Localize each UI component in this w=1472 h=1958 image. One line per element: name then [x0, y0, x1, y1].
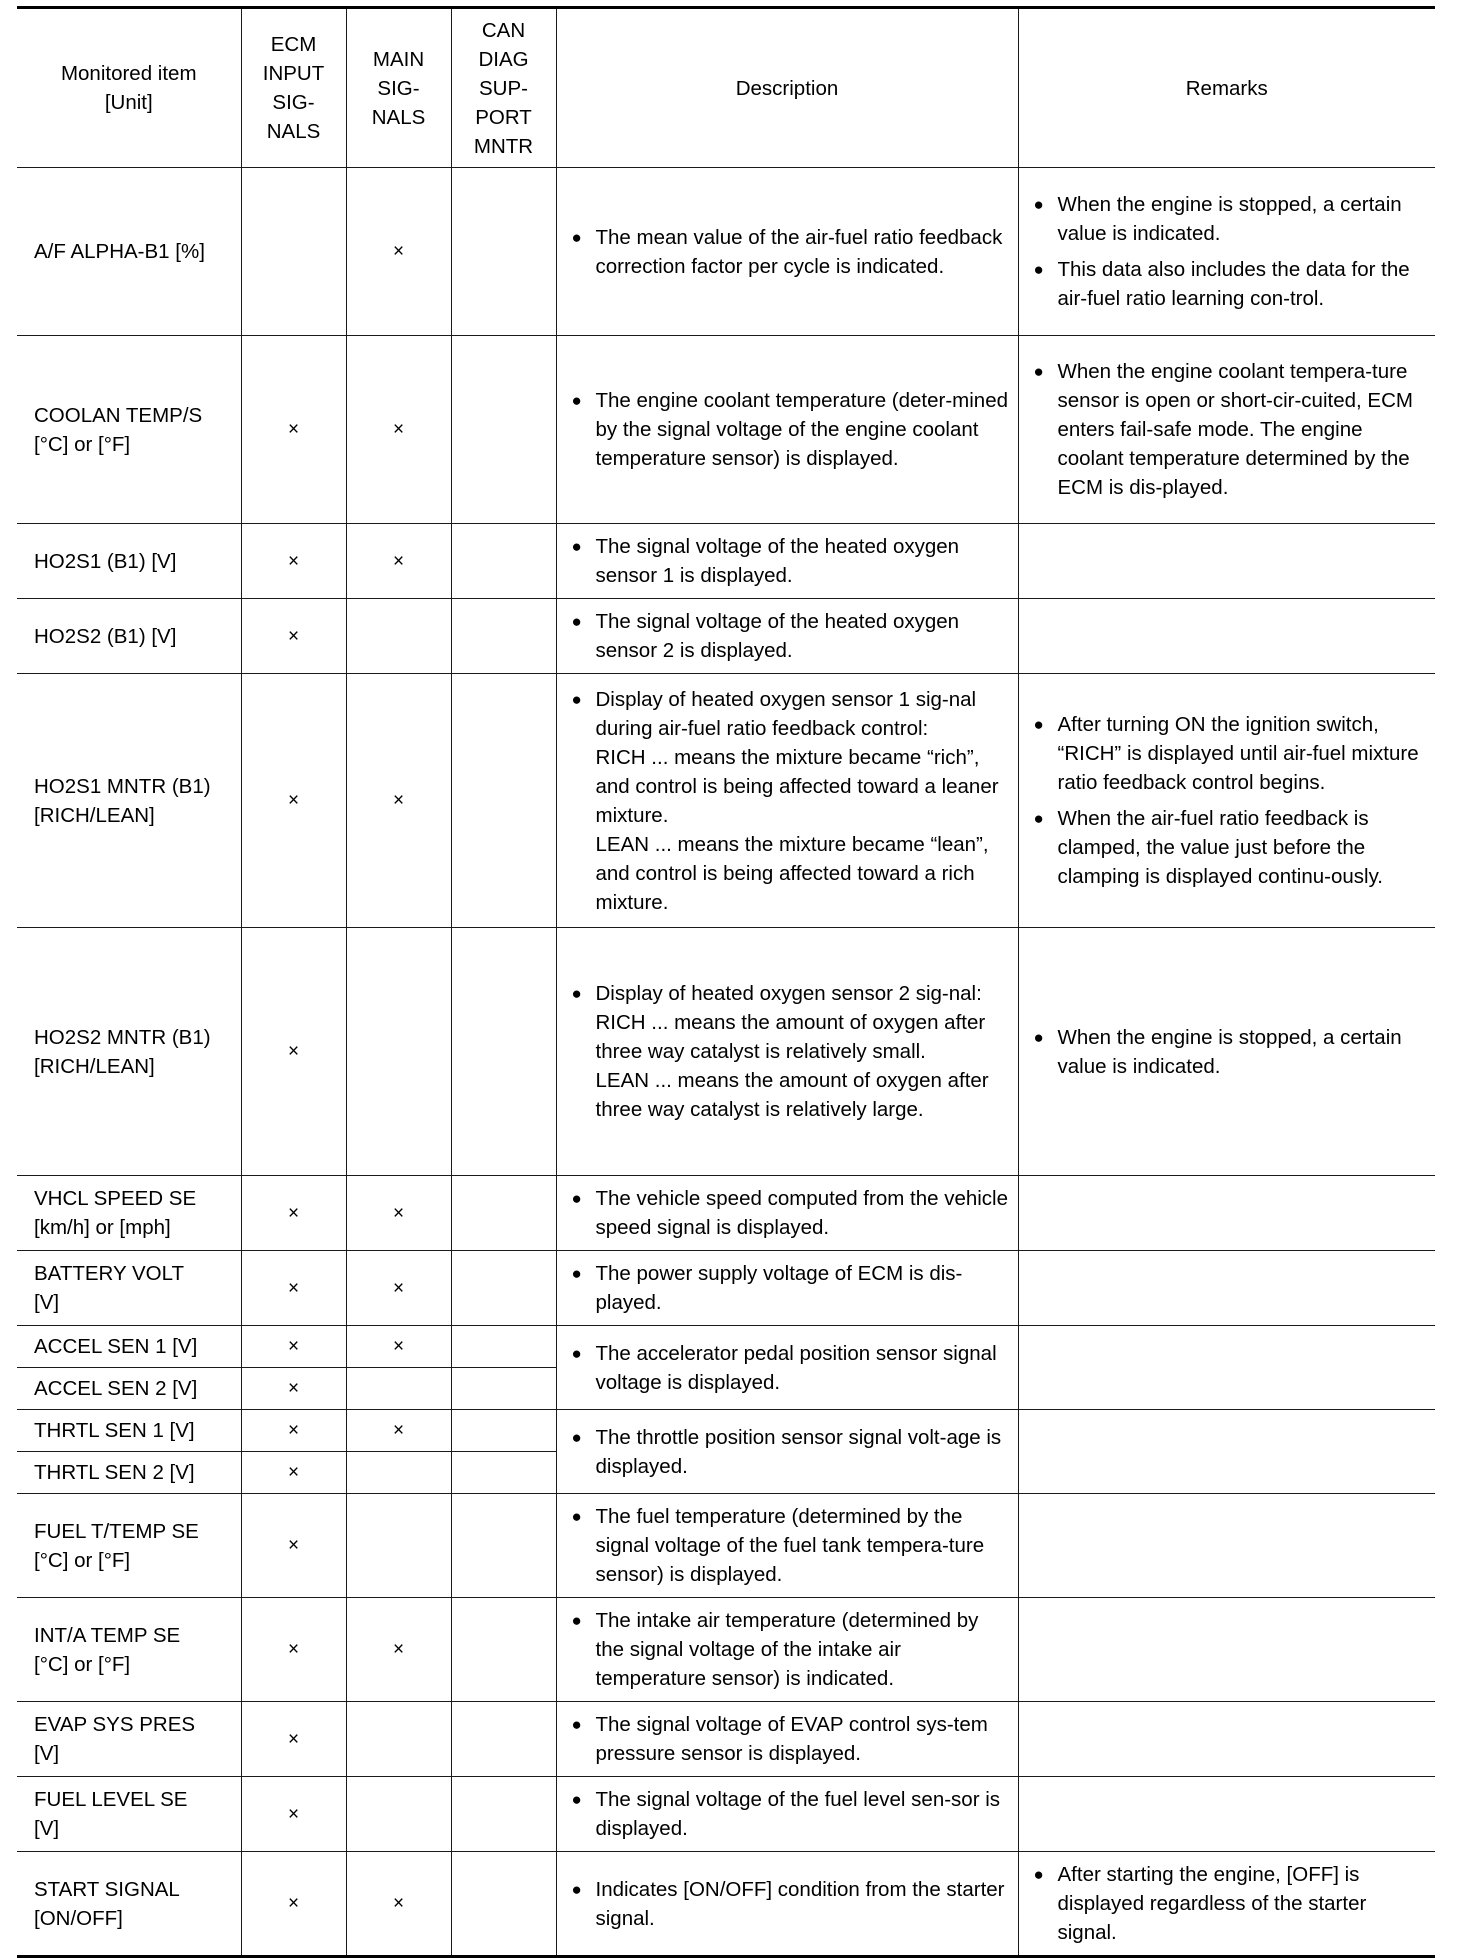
ecm-mark-cell: ×	[241, 1852, 346, 1957]
description-cell	[556, 1251, 1018, 1326]
can-mark-cell	[451, 1702, 556, 1777]
description-cell	[556, 1777, 1018, 1852]
monitored-item-cell	[17, 1598, 241, 1702]
monitored-item-cell	[17, 1326, 241, 1368]
monitored-item-cell	[17, 1368, 241, 1410]
main-mark-cell: ×	[346, 1176, 451, 1251]
monitored-item-cell	[17, 1410, 241, 1452]
bullet-dot-icon: ●	[1033, 362, 1044, 381]
ecm-mark-cell: ×	[241, 1410, 346, 1452]
header-can-line: CAN	[481, 18, 526, 42]
bullet-dot-icon: ●	[571, 1611, 582, 1630]
ecm-mark-cell	[241, 168, 346, 336]
main-mark-cell	[346, 1368, 451, 1410]
monitored-item-label: A/F ALPHA-B1 [%]	[34, 240, 205, 263]
main-mark-cell: ×	[346, 674, 451, 928]
table-row	[17, 1251, 1435, 1326]
ecm-mark-cell: ×	[241, 524, 346, 599]
bullet-item	[572, 979, 1010, 1124]
bullet-item	[572, 1259, 1010, 1317]
monitored-item-label: [V]	[34, 1742, 60, 1765]
header-main-line: SIG-	[377, 76, 420, 100]
monitored-item-label: BATTERY VOLT	[34, 1262, 184, 1285]
monitored-item-label: FUEL LEVEL SE	[34, 1788, 188, 1811]
monitored-item-label: START SIGNAL	[34, 1877, 180, 1901]
main-mark-cell: ×	[346, 168, 451, 336]
bullet-text	[1058, 710, 1428, 797]
can-mark-cell	[451, 336, 556, 524]
ecm-mark-cell: ×	[241, 1176, 346, 1251]
monitored-item-cell	[17, 1777, 241, 1852]
description-cell	[556, 1494, 1018, 1598]
ecm-mark-cell: ×	[241, 1777, 346, 1852]
header-ecm-line: NALS	[266, 120, 321, 143]
can-mark-cell	[451, 1494, 556, 1598]
ecm-mark-cell: ×	[241, 1598, 346, 1702]
bullet-item	[572, 1502, 1010, 1589]
remarks-cell	[1018, 1777, 1435, 1852]
header-main-line: MAIN	[372, 47, 425, 71]
table-row	[17, 1598, 1435, 1702]
main-mark-cell	[346, 599, 451, 674]
bullet-text	[596, 1423, 1010, 1481]
header-unit-label: [Unit]	[104, 91, 153, 114]
monitored-item-cell	[17, 1176, 241, 1251]
bullet-continuation-line: LEAN ... means the mixture became “lean”, and control is being affected toward a rich mixture.	[595, 832, 989, 914]
bullet-text	[596, 532, 1010, 590]
can-mark-cell	[451, 168, 556, 336]
bullet-text-line: The throttle position sensor signal volt-age is displayed.	[595, 1425, 1002, 1478]
can-mark-cell	[451, 928, 556, 1176]
remarks-cell	[1018, 1494, 1435, 1598]
monitored-item-cell	[17, 599, 241, 674]
ecm-mark-cell: ×	[241, 928, 346, 1176]
table-row	[17, 674, 1435, 928]
can-mark-cell	[451, 674, 556, 928]
bullet-text	[596, 1710, 1010, 1768]
monitored-item-label: [°C] or [°F]	[34, 1652, 131, 1676]
remarks-cell	[1018, 1326, 1435, 1410]
ecm-mark-cell: ×	[241, 1326, 346, 1368]
remarks-cell	[1018, 1410, 1435, 1494]
table-row	[17, 168, 1435, 336]
monitored-item-label: THRTL SEN 2 [V]	[34, 1461, 195, 1484]
main-mark-cell: ×	[346, 336, 451, 524]
bullet-item	[572, 685, 1010, 917]
monitored-item-label: [RICH/LEAN]	[34, 1054, 155, 1078]
header-can-line: PORT	[475, 105, 532, 129]
header-monitored-item	[17, 8, 241, 168]
ecm-mark-cell: ×	[241, 1494, 346, 1598]
header-can-line: MNTR	[473, 134, 534, 158]
bullet-text-line: The engine coolant temperature (deter-mined by the signal voltage of the engine coolant temperature sensor) is displayed.	[595, 389, 1009, 470]
bullet-text-line: The fuel temperature (determined by the signal voltage of the fuel tank tempera-ture sensor) is displayed.	[595, 1505, 985, 1586]
table-row	[17, 1702, 1435, 1777]
bullet-dot-icon: ●	[1033, 1027, 1044, 1047]
monitored-item-cell	[17, 1251, 241, 1326]
description-cell	[556, 674, 1018, 928]
monitored-item-cell	[17, 1452, 241, 1494]
monitored-item-label: EVAP SYS PRES	[34, 1713, 196, 1736]
monitored-item-label: HO2S2 MNTR (B1)	[34, 1025, 211, 1049]
bullet-item	[572, 1339, 1010, 1397]
monitored-item-label: HO2S1 MNTR (B1)	[34, 774, 211, 798]
can-mark-cell	[451, 1251, 556, 1326]
bullet-dot-icon: ●	[571, 689, 582, 709]
bullet-dot-icon: ●	[1033, 260, 1044, 279]
ecm-mark-cell: ×	[241, 1368, 346, 1410]
bullet-text	[596, 1259, 1010, 1317]
description-cell	[556, 1326, 1018, 1410]
bullet-dot-icon: ●	[571, 537, 582, 556]
bullet-item	[572, 1875, 1010, 1933]
description-cell	[556, 1176, 1018, 1251]
ecm-mark-cell: ×	[241, 1452, 346, 1494]
monitor-item-table	[17, 6, 1435, 1958]
header-main-signals	[346, 8, 451, 168]
monitored-item-label: INT/A TEMP SE	[34, 1623, 181, 1647]
table-row	[17, 524, 1435, 599]
bullet-item	[572, 532, 1010, 590]
bullet-dot-icon: ●	[1033, 1865, 1044, 1884]
table-header-row	[17, 8, 1435, 168]
bullet-text	[1058, 1860, 1428, 1947]
bullet-text-line: Indicates [ON/OFF] condition from the starter signal.	[595, 1877, 1005, 1930]
bullet-item	[572, 1184, 1010, 1242]
description-cell	[556, 1702, 1018, 1777]
can-mark-cell	[451, 599, 556, 674]
bullet-item	[1034, 1023, 1428, 1081]
bullet-text	[596, 1502, 1010, 1589]
bullet-item	[572, 1785, 1010, 1843]
main-mark-cell: ×	[346, 1852, 451, 1957]
bullet-item	[1034, 710, 1428, 797]
bullet-text	[596, 386, 1010, 473]
bullet-dot-icon: ●	[571, 612, 582, 631]
bullet-text	[596, 1339, 1010, 1397]
bullet-continuation-line: LEAN ... means the amount of oxygen after three way catalyst is relatively large.	[595, 1069, 989, 1121]
remarks-cell	[1018, 1852, 1435, 1957]
description-cell	[556, 1598, 1018, 1702]
main-mark-cell: ×	[346, 1326, 451, 1368]
can-mark-cell	[451, 1777, 556, 1852]
bullet-text	[1058, 804, 1428, 891]
can-mark-cell	[451, 1452, 556, 1494]
bullet-text	[596, 1785, 1010, 1843]
ecm-mark-cell: ×	[241, 599, 346, 674]
monitored-item-label: COOLAN TEMP/S	[34, 403, 203, 427]
bullet-text-line: This data also includes the data for the air-fuel ratio learning con-trol.	[1057, 258, 1410, 310]
monitored-item-cell	[17, 928, 241, 1176]
bullet-item	[572, 1606, 1010, 1693]
bullet-text	[1058, 357, 1428, 502]
bullet-continuation-line: RICH ... means the amount of oxygen after three way catalyst is relatively small.	[595, 1011, 986, 1063]
description-cell	[556, 599, 1018, 674]
can-mark-cell	[451, 1852, 556, 1957]
header-main-line: NALS	[371, 105, 426, 129]
bullet-text-line: After starting the engine, [OFF] is displayed regardless of the starter signal.	[1057, 1863, 1367, 1944]
header-ecm-input-signals	[241, 8, 346, 168]
bullet-text-line: The signal voltage of the heated oxygen sensor 1 is displayed.	[595, 535, 960, 587]
table-row	[17, 1176, 1435, 1251]
bullet-dot-icon: ●	[571, 391, 582, 410]
table-row	[17, 336, 1435, 524]
bullet-text	[596, 1606, 1010, 1693]
bullet-dot-icon: ●	[1033, 715, 1044, 734]
monitored-item-cell	[17, 1852, 241, 1957]
bullet-item	[1034, 190, 1428, 248]
header-can-diag-support-mntr	[451, 8, 556, 168]
remarks-cell	[1018, 1598, 1435, 1702]
can-mark-cell	[451, 1176, 556, 1251]
monitored-item-label: HO2S1 (B1) [V]	[34, 549, 177, 573]
bullet-dot-icon: ●	[571, 984, 582, 1003]
bullet-dot-icon: ●	[571, 1879, 582, 1899]
monitored-item-label: [V]	[34, 1291, 60, 1314]
monitored-item-label: ACCEL SEN 1 [V]	[34, 1335, 198, 1358]
can-mark-cell	[451, 1326, 556, 1368]
remarks-cell	[1018, 524, 1435, 599]
table-row	[17, 1494, 1435, 1598]
ecm-mark-cell: ×	[241, 674, 346, 928]
header-ecm-line: SIG-	[272, 91, 315, 114]
description-cell	[556, 928, 1018, 1176]
monitored-item-label: [V]	[34, 1817, 60, 1840]
bullet-text	[1058, 255, 1428, 313]
bullet-text	[596, 223, 1010, 281]
monitored-item-label: [ON/OFF]	[34, 1906, 123, 1930]
bullet-item	[572, 223, 1010, 281]
can-mark-cell	[451, 1598, 556, 1702]
ecm-mark-cell: ×	[241, 1251, 346, 1326]
bullet-text-line: After turning ON the ignition switch, “RICH” is displayed until air-fuel mixture ratio feedback control begins.	[1057, 713, 1419, 794]
remarks-cell	[1018, 1251, 1435, 1326]
monitored-item-cell	[17, 524, 241, 599]
bullet-dot-icon: ●	[571, 227, 582, 247]
remarks-cell	[1018, 928, 1435, 1176]
monitored-item-label: [°C] or [°F]	[34, 1548, 131, 1572]
header-ecm-line: INPUT	[262, 62, 325, 85]
main-mark-cell	[346, 1494, 451, 1598]
header-ecm-line: ECM	[270, 33, 317, 56]
bullet-item	[1034, 255, 1428, 313]
description-cell	[556, 336, 1018, 524]
header-can-line: DIAG	[478, 47, 529, 71]
bullet-item	[1034, 804, 1428, 891]
can-mark-cell	[451, 1368, 556, 1410]
bullet-item	[1034, 1860, 1428, 1947]
main-mark-cell	[346, 1702, 451, 1777]
header-description: Description	[556, 8, 1018, 168]
main-mark-cell: ×	[346, 524, 451, 599]
bullet-dot-icon: ●	[571, 1189, 582, 1208]
bullet-text	[1058, 1023, 1428, 1081]
main-mark-cell	[346, 1777, 451, 1852]
bullet-text-line: The power supply voltage of ECM is dis-played.	[595, 1262, 963, 1314]
bullet-dot-icon: ●	[571, 1264, 582, 1283]
monitored-item-cell	[17, 1494, 241, 1598]
bullet-text	[596, 607, 1010, 665]
monitored-item-label: THRTL SEN 1 [V]	[34, 1419, 195, 1442]
bullet-item	[1034, 357, 1428, 502]
bullet-text-line: The signal voltage of EVAP control sys-tem pressure sensor is displayed.	[595, 1713, 988, 1765]
bullet-item	[572, 607, 1010, 665]
bullet-dot-icon: ●	[1033, 809, 1044, 828]
bullet-dot-icon: ●	[571, 1715, 582, 1734]
bullet-text	[596, 979, 1010, 1124]
bullet-text-line: The mean value of the air-fuel ratio feedback correction factor per cycle is indicated.	[595, 225, 1003, 278]
main-mark-cell: ×	[346, 1598, 451, 1702]
monitored-item-cell	[17, 674, 241, 928]
header-remarks: Remarks	[1018, 8, 1435, 168]
monitored-item-label: [°C] or [°F]	[34, 432, 131, 456]
table-row	[17, 1410, 1435, 1452]
remarks-cell	[1018, 168, 1435, 336]
ecm-mark-cell: ×	[241, 336, 346, 524]
bullet-text-line: The signal voltage of the heated oxygen sensor 2 is displayed.	[595, 610, 960, 662]
bullet-text	[596, 685, 1010, 917]
ecm-mark-cell: ×	[241, 1702, 346, 1777]
bullet-dot-icon: ●	[571, 1507, 582, 1526]
header-can-line: SUP-	[479, 76, 528, 100]
monitored-item-cell	[17, 336, 241, 524]
bullet-text	[596, 1184, 1010, 1242]
remarks-cell	[1018, 599, 1435, 674]
bullet-dot-icon: ●	[1033, 195, 1044, 214]
remarks-cell	[1018, 1702, 1435, 1777]
monitored-item-cell	[17, 1702, 241, 1777]
main-mark-cell	[346, 1452, 451, 1494]
can-mark-cell	[451, 524, 556, 599]
bullet-text-line: The accelerator pedal position sensor signal voltage is displayed.	[595, 1341, 997, 1394]
bullet-text-line: The vehicle speed computed from the vehicle speed signal is displayed.	[595, 1187, 1009, 1239]
monitored-item-label: [km/h] or [mph]	[34, 1216, 171, 1239]
bullet-text-line: When the engine coolant tempera-ture sensor is open or short-cir-cuited, ECM enters fail-safe mode. The engine coolant temperature determined by the ECM is dis-played.	[1057, 360, 1413, 499]
bullet-dot-icon: ●	[571, 1427, 582, 1447]
remarks-cell	[1018, 674, 1435, 928]
table-row	[17, 928, 1435, 1176]
monitored-item-label: ACCEL SEN 2 [V]	[34, 1377, 198, 1400]
can-mark-cell	[451, 1410, 556, 1452]
bullet-text-line: The signal voltage of the fuel level sen-sor is displayed.	[595, 1788, 1001, 1840]
monitored-item-cell	[17, 168, 241, 336]
table-row	[17, 1852, 1435, 1957]
bullet-text-line: The intake air temperature (determined by the signal voltage of the intake air temperature sensor) is indicated.	[595, 1609, 979, 1690]
main-mark-cell: ×	[346, 1410, 451, 1452]
table-row	[17, 599, 1435, 674]
bullet-item	[572, 1710, 1010, 1768]
bullet-text-line: Display of heated oxygen sensor 2 sig-nal:	[595, 982, 982, 1005]
remarks-cell	[1018, 336, 1435, 524]
bullet-text	[1058, 190, 1428, 248]
main-mark-cell	[346, 928, 451, 1176]
monitored-item-label: VHCL SPEED SE	[34, 1187, 197, 1210]
monitored-item-label: FUEL T/TEMP SE	[34, 1519, 199, 1543]
header-item-label: Monitored item	[60, 62, 197, 85]
bullet-text-line: When the engine is stopped, a certain value is indicated.	[1057, 193, 1402, 245]
bullet-text	[596, 1875, 1010, 1933]
monitored-item-label: HO2S2 (B1) [V]	[34, 624, 177, 648]
bullet-dot-icon: ●	[571, 1343, 582, 1363]
table-row	[17, 1326, 1435, 1368]
bullet-item	[572, 386, 1010, 473]
monitored-item-label: [RICH/LEAN]	[34, 803, 155, 827]
table-row	[17, 1777, 1435, 1852]
description-cell	[556, 1852, 1018, 1957]
bullet-item	[572, 1423, 1010, 1481]
description-cell	[556, 1410, 1018, 1494]
bullet-continuation-line: RICH ... means the mixture became “rich”, and control is being affected toward a leaner mixture.	[595, 745, 999, 827]
bullet-text-line: When the engine is stopped, a certain value is indicated.	[1057, 1025, 1402, 1078]
bullet-text-line: Display of heated oxygen sensor 1 sig-nal during air-fuel ratio feedback control:	[595, 687, 977, 740]
table-body	[17, 168, 1435, 1957]
remarks-cell	[1018, 1176, 1435, 1251]
description-cell	[556, 168, 1018, 336]
bullet-dot-icon: ●	[571, 1790, 582, 1809]
bullet-text-line: When the air-fuel ratio feedback is clamped, the value just before the clamping is displayed continu-ously.	[1057, 807, 1384, 888]
main-mark-cell: ×	[346, 1251, 451, 1326]
description-cell	[556, 524, 1018, 599]
